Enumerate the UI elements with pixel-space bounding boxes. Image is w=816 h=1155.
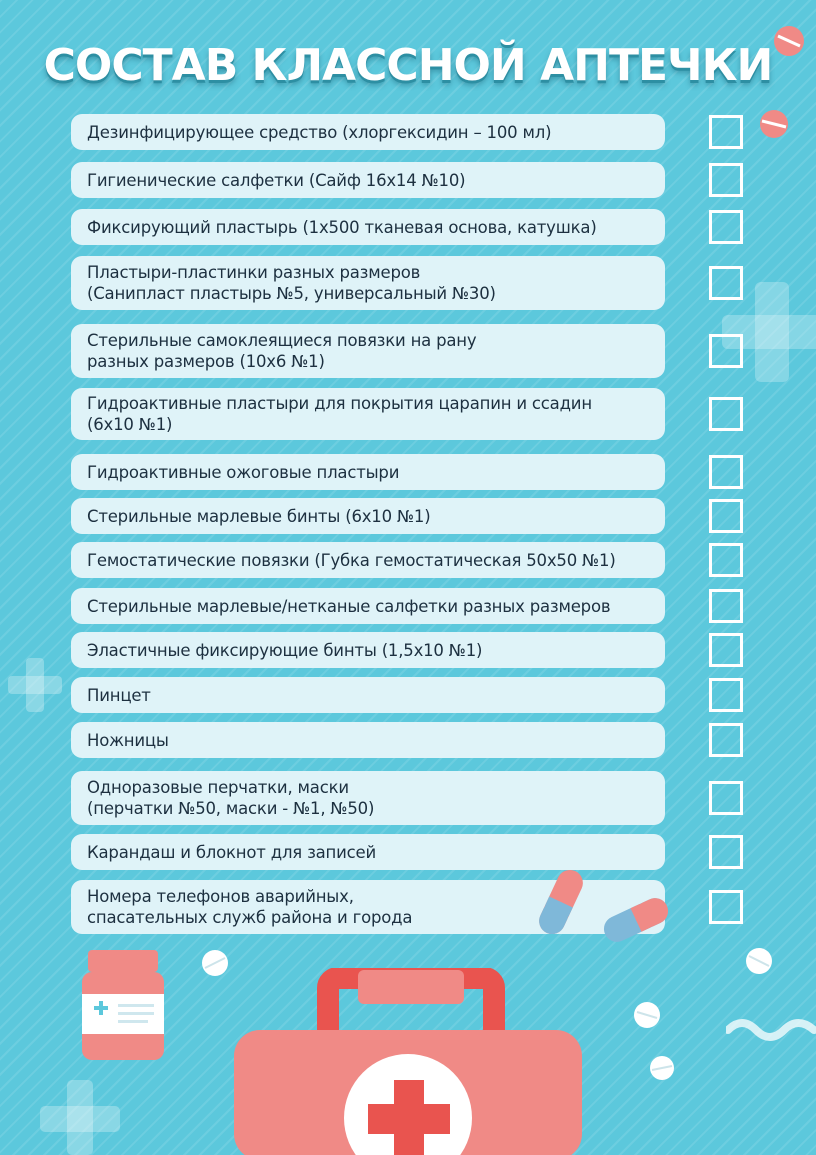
checklist-item-text	[87, 462, 399, 483]
checkbox[interactable]	[709, 334, 743, 368]
checklist-item-line: Гемостатические повязки (Губка гемостатическая 50х50 №1)	[87, 550, 616, 570]
checkbox[interactable]	[709, 678, 743, 712]
checkbox[interactable]	[709, 781, 743, 815]
checklist-item-line: Гигиенические салфетки (Сайф 16х14 №10)	[87, 170, 466, 190]
checklist-item-line: Эластичные фиксирующие бинты (1,5х10 №1)	[87, 640, 483, 660]
checklist-item-text	[87, 217, 597, 238]
checklist-item-text	[87, 550, 616, 571]
checklist-item-line: разных размеров (10х6 №1)	[87, 352, 325, 371]
checkbox[interactable]	[709, 163, 743, 197]
checklist-item	[71, 677, 665, 713]
checklist-item	[71, 771, 665, 825]
checkbox[interactable]	[709, 499, 743, 533]
checkbox[interactable]	[709, 115, 743, 149]
first-aid-kit-icon	[232, 968, 584, 1155]
checklist-item-line: (6х10 №1)	[87, 415, 173, 434]
checklist-item-text	[87, 330, 476, 372]
checklist-item-line: Стерильные марлевые/нетканые салфетки разных размеров	[87, 596, 611, 616]
checklist-item-line: Гидроактивные пластыри для покрытия царапин и ссадин	[87, 394, 592, 413]
checklist-item-line: Дезинфицирующее средство (хлоргексидин – 100 мл)	[87, 122, 552, 142]
pill-icon	[200, 948, 230, 978]
checkbox[interactable]	[709, 397, 743, 431]
checklist-item-line: (Санипласт пластырь №5, универсальный №30)	[87, 284, 496, 303]
checklist-item-text	[87, 122, 551, 143]
checklist-item	[71, 114, 665, 150]
checkbox[interactable]	[709, 543, 743, 577]
checklist-item-line: Пластыри-пластинки разных размеров	[87, 263, 421, 282]
checklist-item-text	[87, 596, 610, 617]
checklist-item-line: Ножницы	[87, 730, 169, 750]
pill-icon	[632, 1000, 662, 1030]
checklist-item-text	[87, 506, 430, 527]
checkbox[interactable]	[709, 835, 743, 869]
checklist-item-line: Стерильные марлевые бинты (6х10 №1)	[87, 506, 431, 526]
checklist-item	[71, 162, 665, 198]
checklist-item-line: спасательных служб района и города	[87, 908, 413, 927]
pill-icon	[744, 946, 774, 976]
checkbox[interactable]	[709, 210, 743, 244]
checklist-item-line: Гидроактивные ожоговые пластыри	[87, 462, 400, 482]
pill-capsule-icon	[596, 890, 676, 950]
checklist-item-line: Пинцет	[87, 685, 151, 705]
checklist-item-line: (перчатки №50, маски - №1, №50)	[87, 799, 375, 818]
checklist-item	[71, 722, 665, 758]
checklist-item-text	[87, 886, 412, 928]
background-cross-icon	[40, 1080, 120, 1155]
checklist-item-line: Карандаш и блокнот для записей	[87, 842, 377, 862]
checklist-item	[71, 588, 665, 624]
checklist-item-line: Стерильные самоклеящиеся повязки на рану	[87, 331, 477, 350]
checklist-item	[71, 498, 665, 534]
checklist-item	[71, 256, 665, 310]
checklist-item-text	[87, 777, 374, 819]
checkbox[interactable]	[709, 890, 743, 924]
checklist-item-line: Одноразовые перчатки, маски	[87, 778, 349, 797]
wave-icon	[726, 1012, 816, 1042]
checklist-item-text	[87, 393, 592, 435]
pill-icon	[648, 1054, 676, 1082]
checklist-item-text	[87, 730, 169, 751]
checklist-item-text	[87, 262, 496, 304]
checklist-item-text	[87, 685, 151, 706]
checkbox[interactable]	[709, 723, 743, 757]
checklist-item	[71, 209, 665, 245]
background-cross-icon	[8, 658, 62, 712]
medicine-jar-icon	[78, 948, 168, 1064]
checkbox[interactable]	[709, 633, 743, 667]
page-title: СОСТАВ КЛАССНОЙ АПТЕЧКИ	[43, 40, 773, 91]
checklist-item	[71, 454, 665, 490]
checklist-item-line: Номера телефонов аварийных,	[87, 887, 354, 906]
checklist-item	[71, 542, 665, 578]
checklist-item	[71, 324, 665, 378]
checkbox[interactable]	[709, 455, 743, 489]
pill-capsule-icon	[526, 862, 596, 942]
checkbox[interactable]	[709, 589, 743, 623]
checklist-item-text	[87, 842, 376, 863]
pill-icon	[758, 108, 790, 140]
checklist-item	[71, 388, 665, 440]
checklist-item-text	[87, 170, 465, 191]
checklist-item-text	[87, 640, 482, 661]
checklist-item-line: Фиксирующий пластырь (1х500 тканевая основа, катушка)	[87, 217, 597, 237]
checklist-item	[71, 632, 665, 668]
checkbox[interactable]	[709, 266, 743, 300]
